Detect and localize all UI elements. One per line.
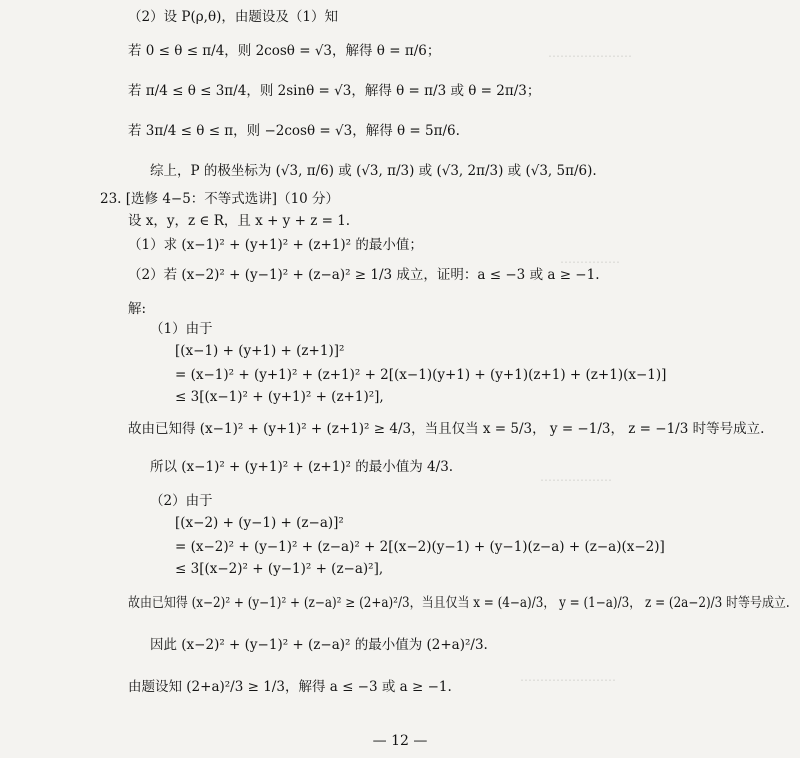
q23-given: 设 x，y，z ∈ R，且 x + y + z = 1.	[128, 213, 351, 229]
sol-p2-step5: 因此 (x−2)² + (y−1)² + (z−a)² 的最小值为 (2+a)²/3.	[150, 637, 488, 653]
sol-p1-step4: 故由已知得 (x−1)² + (y+1)² + (z+1)² ≥ 4/3，当且仅当 x = 5/3， y = −1/3， z = −1/3 时等号成立.	[128, 421, 765, 437]
sol-p2-intro: （2）由于	[150, 493, 213, 509]
bleed-through-2: ……………	[560, 252, 620, 266]
sol-p1-step3: ≤ 3[(x−1)² + (y+1)² + (z+1)²],	[175, 389, 384, 405]
page-number: — 12 —	[372, 733, 428, 749]
solution-label: 解:	[128, 301, 147, 317]
sol-p2-step4: 故由已知得 (x−2)² + (y−1)² + (z−a)² ≥ (2+a)²/3，当且仅当 x = (4−a)/3， y = (1−a)/3， z = (2a−2)/3 时等号成立.	[128, 595, 790, 611]
sol-p1-step1: [(x−1) + (y+1) + (z+1)]²	[175, 343, 345, 359]
q23-part2: （2）若 (x−2)² + (y−1)² + (z−a)² ≥ 1/3 成立，证明：a ≤ −3 或 a ≥ −1.	[128, 267, 600, 283]
sol22-line-5: 综上，P 的极坐标为 (√3, π/6) 或 (√3, π/3) 或 (√3, 2π/3) 或 (√3, 5π/6).	[150, 163, 597, 179]
sol-p1-step5: 所以 (x−1)² + (y+1)² + (z+1)² 的最小值为 4/3.	[150, 459, 454, 475]
q23-heading: 23. [选修 4−5：不等式选讲]（10 分）	[100, 191, 340, 207]
sol22-line-2: 若 0 ≤ θ ≤ π/4，则 2cosθ = √3，解得 θ = π/6；	[128, 43, 441, 59]
q23-part1: （1）求 (x−1)² + (y+1)² + (z+1)² 的最小值；	[128, 237, 423, 253]
bleed-through-4: ……………………	[520, 670, 616, 684]
sol22-line-3: 若 π/4 ≤ θ ≤ 3π/4，则 2sinθ = √3，解得 θ = π/3 或 θ = 2π/3；	[128, 83, 541, 99]
sol-p2-step1: [(x−2) + (y−1) + (z−a)]²	[175, 515, 344, 531]
sol22-line-1: （2）设 P(ρ,θ)，由题设及（1）知	[128, 9, 338, 25]
sol22-line-4: 若 3π/4 ≤ θ ≤ π，则 −2cosθ = √3，解得 θ = 5π/6.	[128, 123, 460, 139]
sol-p1-intro: （1）由于	[150, 321, 213, 337]
bleed-through-1: …………………	[548, 46, 632, 60]
sol-p2-step2: = (x−2)² + (y−1)² + (z−a)² + 2[(x−2)(y−1) + (y−1)(z−a) + (z−a)(x−2)]	[175, 539, 665, 555]
sol-p2-step6: 由题设知 (2+a)²/3 ≥ 1/3，解得 a ≤ −3 或 a ≥ −1.	[128, 679, 452, 695]
sol-p2-step3: ≤ 3[(x−2)² + (y−1)² + (z−a)²],	[175, 561, 384, 577]
sol-p1-step2: = (x−1)² + (y+1)² + (z+1)² + 2[(x−1)(y+1) + (y+1)(z+1) + (z+1)(x−1)]	[175, 367, 667, 383]
bleed-through-3: ………………	[540, 470, 612, 484]
